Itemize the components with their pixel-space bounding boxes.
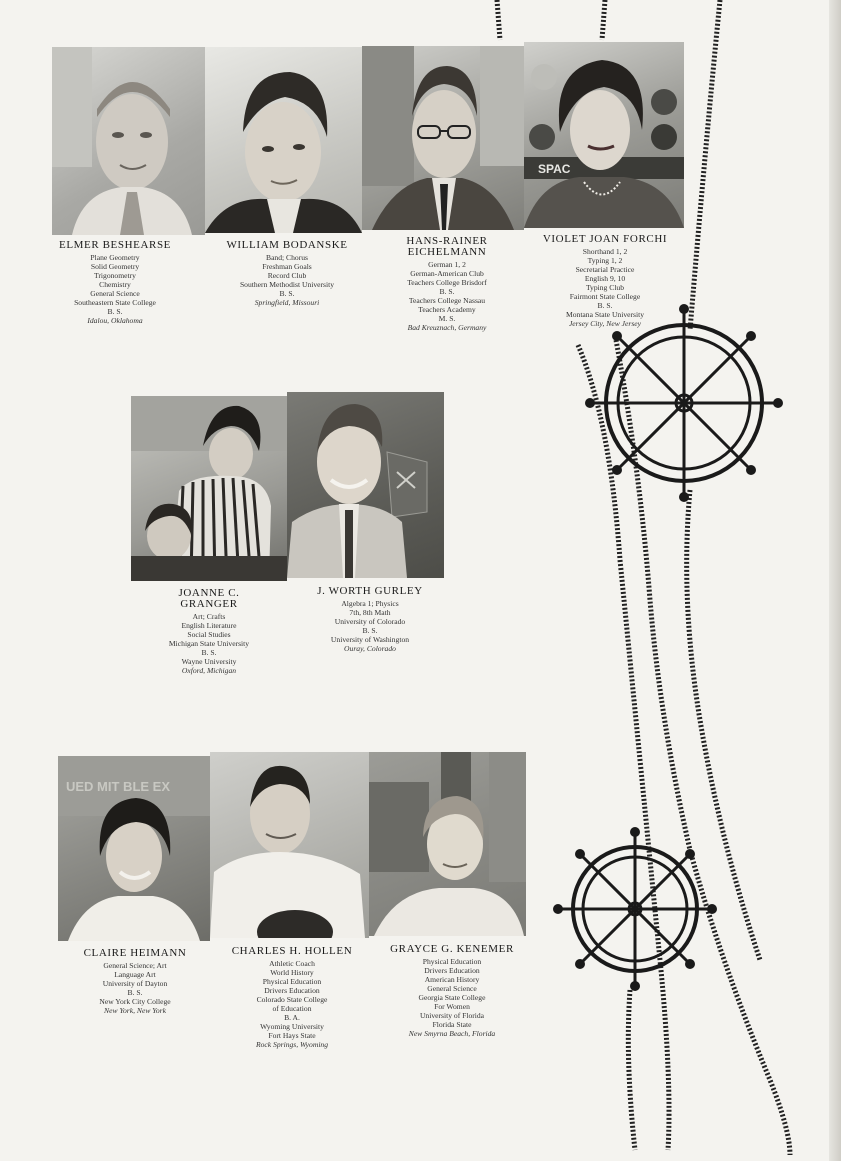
portrait-illustration (205, 47, 362, 233)
caption-line: Solid Geometry (90, 262, 140, 271)
hometown: New York, New York (104, 1006, 166, 1015)
caption-charles-hollen (222, 946, 362, 1049)
caption-line: B. S. (201, 648, 217, 657)
caption-line: English 9, 10 (584, 274, 626, 283)
caption-line: Fort Hays State (268, 1031, 316, 1040)
caption-line: Teachers College Brisdorf (407, 278, 487, 287)
portrait-illustration (524, 42, 684, 228)
caption-line: Social Studies (187, 630, 231, 639)
caption-line: American History (424, 975, 480, 984)
hometown: Bad Kreuznach, Germany (407, 323, 487, 332)
caption-claire-heimann (68, 948, 202, 1015)
caption-j-worth-gurley (300, 586, 440, 653)
caption-line: Typing 1, 2 (587, 256, 623, 265)
teacher-name: CLAIRE HEIMANN (83, 947, 187, 959)
caption-line: Shorthand 1, 2 (582, 247, 628, 256)
caption-joanne-granger (144, 588, 274, 675)
caption-line: Montana State University (565, 310, 645, 319)
caption-elmer-beshearse (52, 240, 178, 325)
caption-line: Typing Club (585, 283, 625, 292)
sign-text: UED MIT BLE EX (66, 779, 171, 794)
caption-line: of Education (272, 1004, 312, 1013)
caption-line: Georgia State College (418, 993, 486, 1002)
ship-wheel-icon (553, 827, 717, 991)
caption-line: English Literature (181, 621, 237, 630)
caption-line: Band; Chorus (266, 253, 308, 262)
hometown: Jersey City, New Jersey (568, 319, 642, 328)
caption-line: B. S. (362, 626, 378, 635)
portrait-illustration (58, 756, 210, 941)
photo-charles-hollen (210, 752, 369, 938)
hometown: New Smyrna Beach, Florida (408, 1029, 496, 1038)
caption-line: New York City College (99, 997, 171, 1006)
caption-line: Drivers Education (264, 986, 320, 995)
caption-line: Southern Methodist University (239, 280, 335, 289)
caption-line: M. S. (438, 314, 456, 323)
photo-violet-joan-forchi (524, 42, 684, 228)
caption-line: Plane Geometry (90, 253, 140, 262)
teacher-name: GRAYCE G. KENEMER (390, 943, 514, 955)
caption-line: University of Florida (419, 1011, 485, 1020)
portrait-illustration (362, 46, 524, 230)
caption-line: General Science (427, 984, 477, 993)
caption-line: Colorado State College (256, 995, 328, 1004)
caption-william-bodanske (212, 240, 362, 307)
photo-elmer-beshearse (52, 47, 205, 235)
caption-line: Trigonometry (94, 271, 136, 280)
caption-line: Michigan State University (168, 639, 250, 648)
caption-hans-rainer-eichelmann (388, 236, 506, 332)
teacher-name: WILLIAM BODANSKE (226, 239, 348, 251)
caption-line: B. A. (284, 1013, 300, 1022)
caption-line: World History (270, 968, 314, 977)
ship-wheel-icon (585, 304, 783, 502)
caption-line: General Science; Art (103, 961, 167, 970)
caption-line: Physical Education (262, 977, 322, 986)
caption-line: German 1, 2 (428, 260, 466, 269)
sign-text: SPAC (538, 162, 571, 176)
portrait-illustration (210, 752, 369, 938)
caption-line: B. S. (439, 287, 455, 296)
caption-line: Physical Education (422, 957, 482, 966)
caption-line: University of Dayton (102, 979, 168, 988)
caption-line: 7th, 8th Math (349, 608, 391, 617)
caption-line: B. S. (107, 307, 123, 316)
caption-line: For Women (434, 1002, 470, 1011)
caption-line: B. S. (597, 301, 613, 310)
caption-line: Wayne University (181, 657, 237, 666)
hometown: Springfield, Missouri (254, 298, 320, 307)
caption-line: B. S. (127, 988, 143, 997)
caption-line: Florida State (432, 1020, 472, 1029)
hometown: Oxford, Michigan (181, 666, 237, 675)
caption-line: Chemistry (99, 280, 131, 289)
portrait-illustration (131, 396, 287, 581)
caption-line: Art; Crafts (192, 612, 226, 621)
caption-line: University of Washington (330, 635, 410, 644)
teacher-name: JOANNE C. GRANGER (178, 587, 240, 610)
caption-line: Athletic Coach (269, 959, 315, 968)
caption-grayce-kenemer (382, 944, 522, 1038)
teacher-name: ELMER BESHEARSE (59, 239, 171, 251)
caption-line: University of Colorado (334, 617, 406, 626)
teacher-name: HANS-RAINER EICHELMANN (406, 235, 488, 258)
caption-line: Southeastern State College (74, 298, 156, 307)
caption-line: Freshman Goals (262, 262, 312, 271)
caption-line: Algebra 1; Physics (341, 599, 399, 608)
caption-line: Wyoming University (260, 1022, 324, 1031)
caption-line: B. S. (279, 289, 295, 298)
portrait-illustration (369, 752, 526, 936)
caption-line: Secretarial Practice (575, 265, 635, 274)
page-edge (829, 0, 841, 1161)
caption-line: German-American Club (410, 269, 484, 278)
photo-claire-heimann (58, 756, 210, 941)
photo-joanne-granger (131, 396, 287, 581)
teacher-name: VIOLET JOAN FORCHI (542, 233, 668, 245)
hometown: Ouray, Colorado (344, 644, 396, 653)
hometown: Idalou, Oklahoma (87, 316, 143, 325)
hometown: Rock Springs, Wyoming (255, 1040, 329, 1049)
photo-grayce-kenemer (369, 752, 526, 936)
caption-line: Teachers College Nassau (408, 296, 486, 305)
caption-violet-joan-forchi (534, 234, 676, 328)
teacher-name: J. WORTH GURLEY (317, 585, 423, 597)
caption-line: Drivers Education (424, 966, 480, 975)
photo-j-worth-gurley (287, 392, 444, 578)
portrait-illustration (287, 392, 444, 578)
portrait-illustration (52, 47, 205, 235)
caption-line: General Science (90, 289, 140, 298)
caption-line: Teachers Academy (418, 305, 476, 314)
photo-hans-rainer-eichelmann (362, 46, 524, 230)
caption-line: Fairmont State College (569, 292, 641, 301)
caption-line: Record Club (267, 271, 307, 280)
teacher-name: CHARLES H. HOLLEN (231, 945, 353, 957)
caption-line: Language Art (114, 970, 156, 979)
photo-william-bodanske (205, 47, 362, 233)
